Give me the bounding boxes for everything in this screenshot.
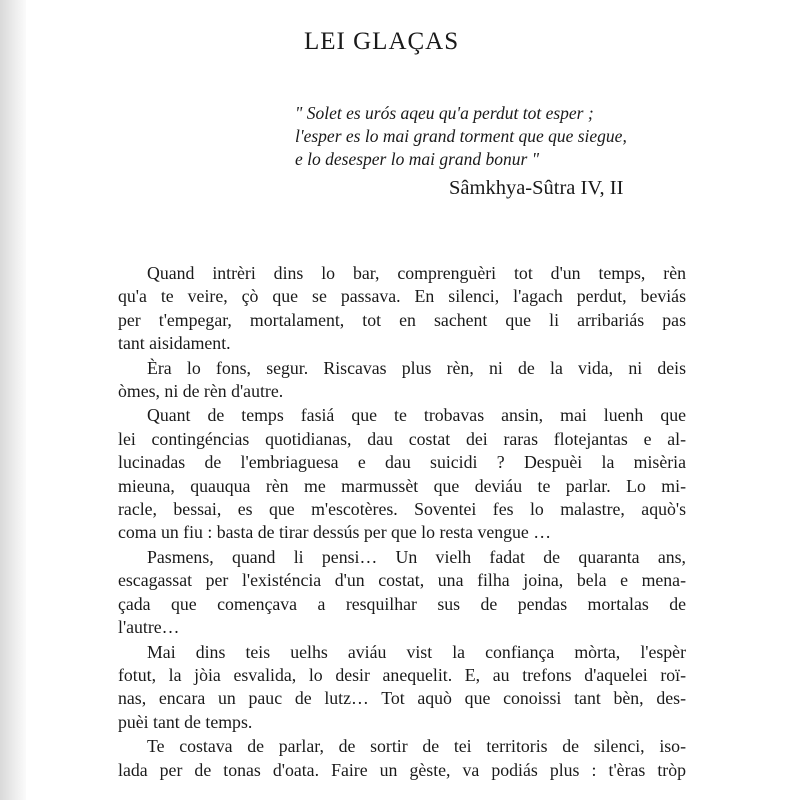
epigraph-source: Sâmkhya-Sûtra IV, II — [449, 177, 624, 199]
text-line: Èra lo fons, segur. Riscavas plus rèn, ni de la vida, ni deis — [147, 357, 686, 378]
text-line: qu'a te veire, çò que se passava. En silenci, l'agach perdut, beviás — [118, 286, 686, 307]
epigraph-line: " Solet es urós aqeu qu'a perdut tot esper ; — [295, 103, 594, 123]
text-line: nas, encara un pauc de lutz… Tot aquò que conoissi tant bèn, des- — [118, 688, 686, 709]
text-line: Te costava de parlar, de sortir de tei territoris de silenci, iso- — [147, 736, 686, 757]
text-line: çada que començava a resquilhar sus de pendas mortalas de — [118, 593, 686, 614]
epigraph-line: e lo desesper lo mai grand bonur " — [295, 149, 540, 169]
paragraph — [118, 262, 686, 356]
body-text — [118, 262, 686, 783]
text-line: òmes, ni de rèn d'autre. — [118, 381, 284, 402]
text-line: racle, bessai, es que m'escotères. Soventei fes lo malastre, aquò's — [118, 499, 686, 520]
paragraph — [118, 641, 686, 735]
paragraph — [118, 357, 686, 404]
text-line: Mai dins teis uelhs aviáu vist la confiança mòrta, l'espèr — [147, 641, 686, 662]
text-line: fotut, la jòia esvalida, lo desir anequelit. E, au trefons d'aquelei roï- — [118, 664, 686, 685]
text-line: Quant de temps fasiá que te trobavas ansin, mai luenh que — [147, 405, 686, 426]
text-line: l'autre… — [118, 617, 180, 638]
epigraph — [295, 102, 765, 171]
text-line: coma un fiu : basta de tirar dessús per que lo resta vengue … — [118, 522, 552, 543]
paragraph — [118, 735, 686, 782]
text-line: tant aisidament. — [118, 333, 231, 354]
text-line: escagassat per l'existéncia d'un costat, una filha joina, bela e mena- — [118, 570, 686, 591]
text-line: lada per de tonas d'oata. Faire un gèste, va podiás plus : t'èras tròp — [118, 759, 686, 780]
text-line: lei contingéncias quotidianas, dau costat dei raras flotejantas e al- — [118, 428, 686, 449]
text-line: mieuna, quauqua rèn me marmussèt que deviáu te parlar. Lo mi- — [118, 475, 686, 496]
text-line: Quand intrèri dins lo bar, comprenguèri tot d'un temps, rèn — [147, 263, 686, 283]
paragraph — [118, 546, 686, 640]
text-line: per t'empegar, mortalament, tot en sachent que li arribariás pas — [118, 309, 686, 330]
text-line: lucinadas de l'embriaguesa e dau suicidi ? Despuèi la misèria — [118, 452, 686, 473]
page-gutter-shadow — [0, 0, 26, 800]
paragraph — [118, 404, 686, 544]
text-line: puèi tant de temps. — [118, 711, 253, 732]
chapter-title: LEI GLAÇAS — [304, 28, 460, 55]
text-line: Pasmens, quand li pensi… Un vielh fadat de quaranta ans, — [147, 546, 686, 567]
epigraph-line: l'esper es lo mai grand torment que que siegue, — [295, 126, 627, 146]
